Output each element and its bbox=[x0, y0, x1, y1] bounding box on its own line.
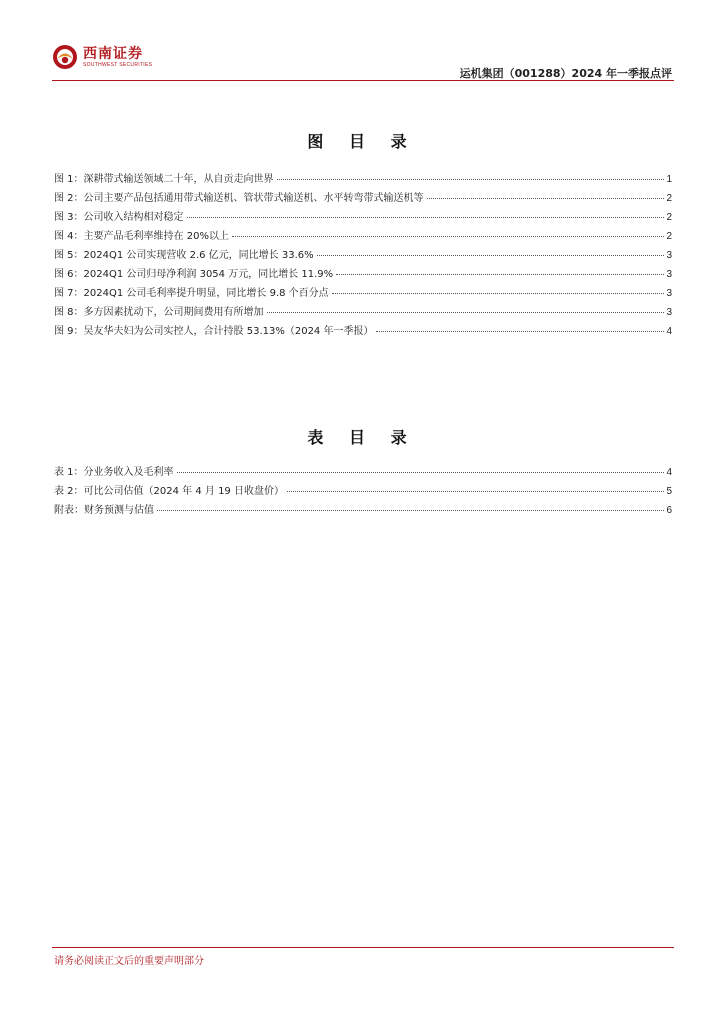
figure-toc-entry-2[interactable] bbox=[54, 189, 672, 208]
company-logo bbox=[52, 44, 152, 70]
toc-entry-page: 6 bbox=[666, 505, 672, 516]
toc-entry-page: 3 bbox=[666, 250, 672, 261]
toc-entry-page: 5 bbox=[666, 486, 672, 497]
dot-leader bbox=[287, 491, 664, 492]
table-toc-entry-1[interactable] bbox=[54, 463, 672, 482]
toc-entry-label: 图 7：2024Q1 公司毛利率提升明显，同比增长 9.8 个百分点 bbox=[54, 288, 329, 299]
dot-leader bbox=[277, 179, 665, 180]
toc-entry-label: 图 3：公司收入结构相对稳定 bbox=[54, 212, 184, 223]
toc-entry-label: 表 1：分业务收入及毛利率 bbox=[54, 467, 174, 478]
toc-entry-page: 4 bbox=[666, 467, 672, 478]
dot-leader bbox=[332, 293, 665, 294]
dot-leader bbox=[232, 236, 664, 237]
toc-entry-page: 2 bbox=[666, 212, 672, 223]
dot-leader bbox=[317, 255, 665, 256]
toc-entry-label: 图 1：深耕带式输送领域二十年，从自贡走向世界 bbox=[54, 174, 274, 185]
toc-entry-label: 图 5：2024Q1 公司实现营收 2.6 亿元，同比增长 33.6% bbox=[54, 250, 314, 261]
footer-divider bbox=[52, 947, 674, 948]
toc-entry-label: 图 4：主要产品毛利率维持在 20%以上 bbox=[54, 231, 229, 242]
toc-entry-label: 图 2：公司主要产品包括通用带式输送机、管状带式输送机、水平转弯带式输送机等 bbox=[54, 193, 424, 204]
table-toc-entry-2[interactable] bbox=[54, 482, 672, 501]
figure-toc-entry-4[interactable] bbox=[54, 227, 672, 246]
toc-entry-label: 附表：财务预测与估值 bbox=[54, 505, 154, 516]
toc-entry-page: 1 bbox=[666, 174, 672, 185]
toc-entry-page: 3 bbox=[666, 307, 672, 318]
toc-entry-page: 3 bbox=[666, 288, 672, 299]
logo-english-text: SOUTHWEST SECURITIES bbox=[83, 61, 153, 68]
logo-mark-icon bbox=[52, 44, 78, 70]
table-toc-heading: 表 目 录 bbox=[307, 428, 417, 447]
figure-toc-entry-1[interactable] bbox=[54, 170, 672, 189]
figure-toc-heading: 图 目 录 bbox=[307, 132, 417, 151]
dot-leader bbox=[336, 274, 664, 275]
toc-entry-page: 3 bbox=[666, 269, 672, 280]
figure-toc-entry-8[interactable] bbox=[54, 303, 672, 322]
dot-leader bbox=[187, 217, 665, 218]
header-divider bbox=[52, 80, 674, 81]
report-title: 运机集团（001288）2024 年一季报点评 bbox=[459, 67, 672, 80]
table-toc-list bbox=[54, 463, 672, 520]
figure-toc-entry-7[interactable] bbox=[54, 284, 672, 303]
logo-chinese-text: 西南证券 bbox=[83, 45, 143, 62]
figure-toc-entry-6[interactable] bbox=[54, 265, 672, 284]
dot-leader bbox=[267, 312, 665, 313]
figure-toc-entry-9[interactable] bbox=[54, 322, 672, 341]
dot-leader bbox=[177, 472, 665, 473]
figure-toc-entry-5[interactable] bbox=[54, 246, 672, 265]
dot-leader bbox=[376, 331, 664, 332]
toc-entry-label: 图 6：2024Q1 公司归母净利润 3054 万元，同比增长 11.9% bbox=[54, 269, 334, 280]
dot-leader bbox=[427, 198, 665, 199]
toc-entry-label: 图 8：多方因素扰动下，公司期间费用有所增加 bbox=[54, 307, 264, 318]
toc-entry-page: 4 bbox=[666, 326, 672, 337]
toc-entry-label: 表 2：可比公司估值（2024 年 4 月 19 日收盘价） bbox=[54, 486, 284, 497]
dot-leader bbox=[157, 510, 664, 511]
table-toc-entry-appendix[interactable] bbox=[54, 501, 672, 520]
toc-entry-page: 2 bbox=[666, 231, 672, 242]
figure-toc-list bbox=[54, 170, 672, 341]
footer-disclaimer: 请务必阅读正文后的重要声明部分 bbox=[54, 956, 204, 967]
figure-toc-entry-3[interactable] bbox=[54, 208, 672, 227]
toc-entry-label: 图 9：吴友华夫妇为公司实控人，合计持股 53.13%（2024 年一季报） bbox=[54, 326, 374, 337]
toc-entry-page: 2 bbox=[666, 193, 672, 204]
page-header bbox=[52, 40, 674, 80]
